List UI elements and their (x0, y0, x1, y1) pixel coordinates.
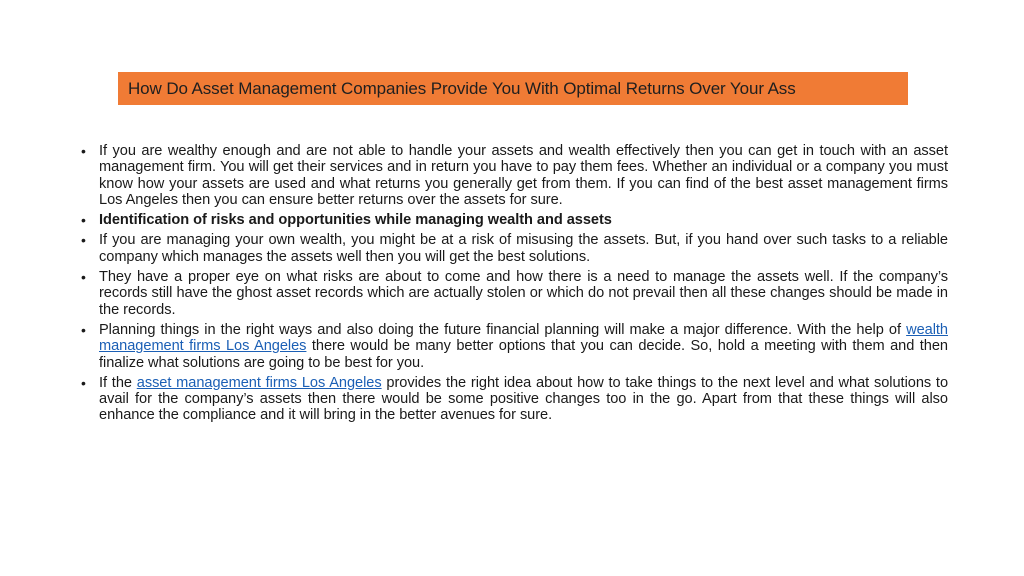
list-item-risk (78, 232, 948, 265)
bullet-list (78, 143, 948, 428)
list-item-text-before: Planning things in the right ways and also doing the future financial planning will make a major difference. With the help of (99, 321, 907, 338)
list-item-text: If you are managing your own wealth, you might be at a risk of misusing the assets. But, if you hand over such tasks to a reliable company which manages the assets well then you will get the best solutions. (99, 232, 948, 265)
section-heading: Identification of risks and opportunities while managing wealth and assets (99, 212, 612, 229)
list-item-text: They have a proper eye on what risks are about to come and how there is a need to manage the assets well. If the company’s records still have the ghost asset records which are actually stolen or which do not prevail then all these changes should be made in the records. (99, 269, 948, 318)
bullet-icon: • (81, 212, 86, 229)
list-item-text-after: there would be many better options that you can decide. So, hold a meeting with them and then finalize what solutions are going to be best for you. (99, 338, 948, 371)
list-item-planning (78, 322, 948, 371)
list-item-ideas (78, 375, 948, 424)
bullet-icon: • (81, 321, 86, 338)
bullet-icon: • (81, 269, 86, 286)
list-item-text-after: provides the right idea about how to take things to the next level and what solutions to avail for the company’s assets then there would be some positive changes too in the go. Apart from that these things will also enhance the compliance and it will bring in the better avenues for sure. (99, 374, 949, 424)
bullet-icon: • (81, 143, 86, 159)
list-item-intro (78, 143, 948, 208)
list-item-text: If you are wealthy enough and are not able to handle your assets and wealth effectively then you can get in touch with an asset management firm. You will get their services and in return you have to pay them fees. Whether an individual or a company you must know how your assets are used and what returns you generally get from them. If you can find of the best asset management firms Los Angeles then you can ensure better returns over the assets for sure. (99, 143, 948, 208)
list-item-heading (78, 212, 948, 228)
list-item-records (78, 269, 948, 318)
bullet-icon: • (81, 232, 86, 249)
list-item-text-before: If the (99, 374, 137, 391)
title-banner (118, 72, 908, 105)
bullet-icon: • (81, 374, 86, 391)
asset-management-link[interactable]: asset management firms Los Angeles (136, 374, 382, 391)
slide-title: How Do Asset Management Companies Provide You With Optimal Returns Over Your Ass (128, 78, 796, 98)
wealth-management-link[interactable]: wealth management firms Los Angeles (99, 321, 948, 355)
